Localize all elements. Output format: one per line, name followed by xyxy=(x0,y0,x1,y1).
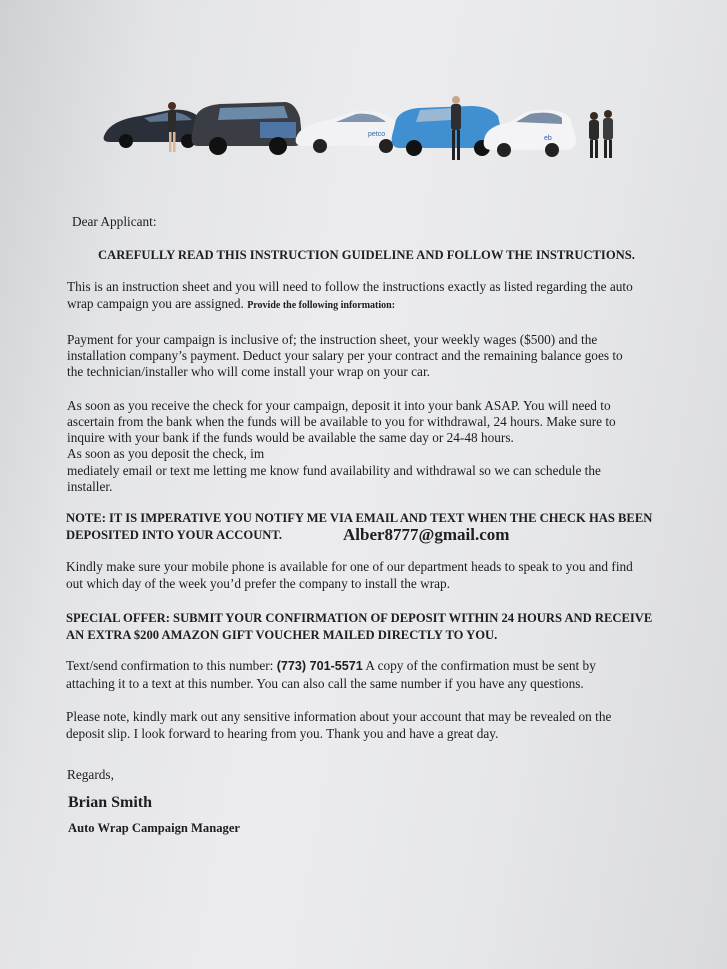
closing-line-2: deposit slip. I look forward to hearing from you. Thank you and have a great day. xyxy=(66,726,499,741)
deposit-line-4: As soon as you deposit the check, im xyxy=(67,446,265,461)
text-line-1 xyxy=(66,658,596,675)
car-suv xyxy=(192,102,302,155)
text-line-2: attaching it to a text at this number. You can also call the same number if you have any questions. xyxy=(66,676,584,691)
payment-line-2: installation company’s payment. Deduct your salary per your contract and the remaining balance goes to xyxy=(67,348,623,363)
signer-title: Auto Wrap Campaign Manager xyxy=(68,821,241,835)
car-white-sedan xyxy=(296,111,405,153)
intro-text: wrap campaign you are assigned. xyxy=(67,296,244,311)
phone-number: (773) 701-5571 xyxy=(276,659,363,673)
note-line-1: NOTE: IT IS IMPERATIVE YOU NOTIFY ME VIA EMAIL AND TEXT WHEN THE CHECK HAS BEEN xyxy=(66,511,653,525)
payment-line-3: the technician/installer who will come install your wrap on your car. xyxy=(67,364,430,379)
instruction-heading: CAREFULLY READ THIS INSTRUCTION GUIDELINE AND FOLLOW THE INSTRUCTIONS. xyxy=(98,248,635,262)
deposit-line-3: inquire with your bank if the funds would be available the same day or 24-48 hours. xyxy=(67,430,514,445)
text-prefix: Text/send confirmation to this number: xyxy=(66,658,274,673)
signer-name: Brian Smith xyxy=(68,794,153,811)
text-suffix: A copy of the confirmation must be sent by xyxy=(365,658,596,673)
closing-line-1: Please note, kindly mark out any sensitive information about your account that may be revealed on the xyxy=(66,709,612,724)
deposit-line-1: As soon as you receive the check for your campaign, deposit it into your bank ASAP. You will need to xyxy=(67,398,611,413)
offer-line-2: AN EXTRA $200 AMAZON GIFT VOUCHER MAILED DIRECTLY TO YOU. xyxy=(66,628,498,642)
offer-line-1: SPECIAL OFFER: SUBMIT YOUR CONFIRMATION OF DEPOSIT WITHIN 24 HOURS AND RECEIVE xyxy=(66,611,653,625)
person-3 xyxy=(589,110,613,158)
intro-line-2 xyxy=(67,296,395,315)
person-1 xyxy=(168,102,176,152)
note-line-2: DEPOSITED INTO YOUR ACCOUNT. xyxy=(66,528,282,542)
phone-line-2: out which day of the week you’d prefer the company to install the wrap. xyxy=(66,576,451,591)
greeting: Dear Applicant: xyxy=(72,214,157,229)
wrap-text-petco: petco xyxy=(368,131,386,138)
intro-line-1: This is an instruction sheet and you will need to follow the instructions exactly as listed regarding the auto xyxy=(67,279,633,294)
deposit-line-6: installer. xyxy=(67,479,113,494)
phone-line-1: Kindly make sure your mobile phone is available for one of our department heads to speak to you and find xyxy=(66,559,633,574)
car-blue-pickup xyxy=(392,106,503,156)
wrap-text-eb: eb xyxy=(544,135,552,142)
person-2 xyxy=(451,96,461,160)
contact-email: Alber8777@gmail.com xyxy=(343,525,510,544)
payment-line-1: Payment for your campaign is inclusive of; the instruction sheet, your weekly wages ($500) and the xyxy=(67,332,598,347)
regards: Regards, xyxy=(67,767,114,782)
intro-small-text: Provide the following information: xyxy=(247,300,396,311)
car-banner-image xyxy=(100,94,630,166)
deposit-line-2: ascertain from the bank when the funds will be available to you for withdrawal, 24 hours. Make sure to xyxy=(67,414,616,429)
deposit-line-5: mediately email or text me letting me know fund availability and withdrawal so we can schedule the xyxy=(67,463,601,478)
